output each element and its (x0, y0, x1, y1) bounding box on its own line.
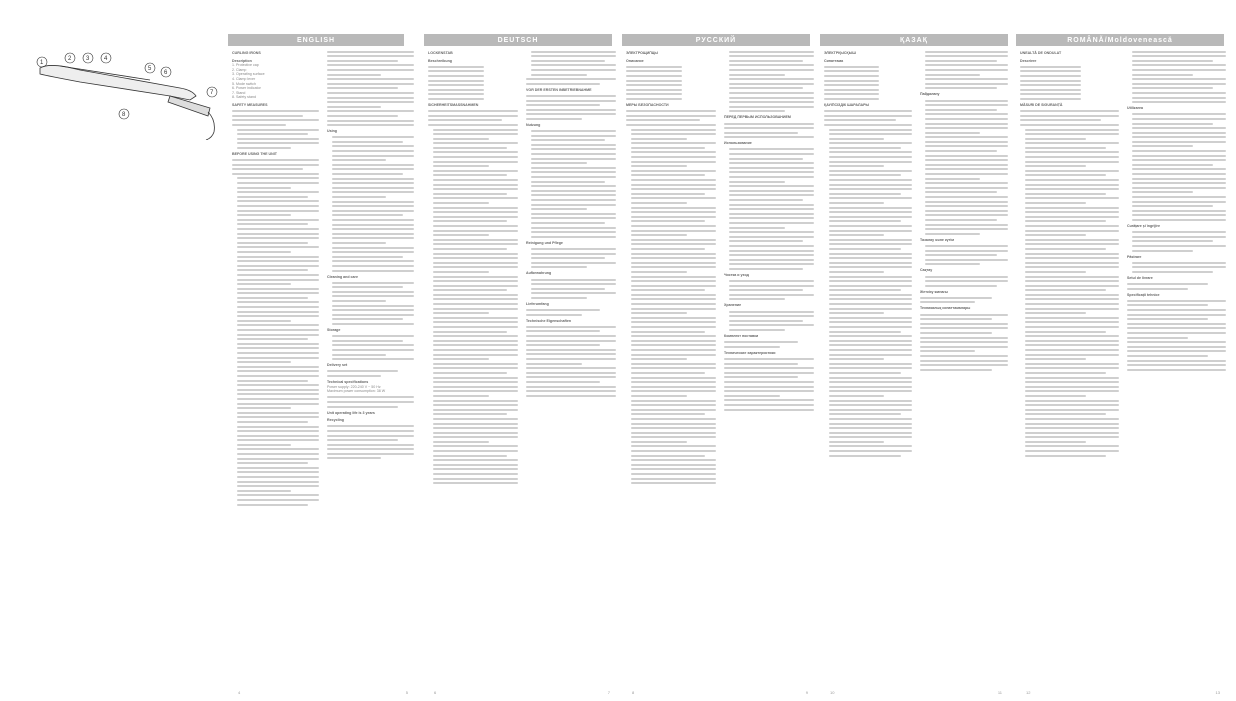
page-kazakh (820, 34, 1012, 695)
page-number-5: 5 (405, 690, 408, 695)
english-disposal-title: Recycling (327, 418, 344, 423)
russian-storage-title: Хранение (724, 303, 742, 308)
deutsch-storage-title: Aufbewahrung (526, 271, 552, 276)
header-deutsch: DEUTSCH (424, 34, 612, 46)
russian-delivery-title: Комплект поставки (724, 334, 759, 339)
romana-title: UNEALTĂ DE ONDULAT (1020, 51, 1062, 55)
english-col-2 (327, 48, 414, 683)
page-number-6: 6 (434, 690, 437, 695)
romana-description-title: Descriere (1020, 58, 1037, 63)
russian-before-title: ПЕРЕД ПЕРВЫМ ИСПОЛЬЗОВАНИЕМ (724, 115, 791, 120)
russian-safety-title: МЕРЫ БЕЗОПАСНОСТИ (626, 102, 669, 107)
english-spec-power: Power supply: 220-240 V ~ 50 Hz (327, 384, 381, 389)
deutsch-delivery-title: Lieferumfang (526, 301, 549, 306)
romana-safety-title: MĂSURI DE SIGURANȚĂ (1020, 102, 1063, 107)
header-kazakh: ҚАЗАҚ (820, 34, 1008, 46)
callout-3: 3 (86, 56, 90, 62)
english-delivery-title: Delivery set (327, 363, 348, 368)
russian-using-title: Использование (724, 141, 752, 146)
english-cleaning-title: Cleaning and care (327, 274, 358, 279)
romana-delivery-title: Setul de livrare (1127, 275, 1153, 280)
page-number-4: 4 (238, 690, 241, 695)
header-romana: ROMÂNĂ/Moldovenească (1016, 34, 1224, 46)
part-1: 1. Protective cap (232, 63, 259, 68)
kazakh-delivery-title: Жеткізу жинағы (920, 289, 948, 294)
english-spec-title: Technical specifications (327, 379, 369, 384)
callout-8: 8 (122, 112, 126, 118)
russian-cleaning-title: Чистка и уход (724, 272, 749, 277)
deutsch-using-title: Nutzung (526, 122, 541, 127)
english-safety-title: SAFETY MEASURES (232, 102, 268, 107)
english-using-title: Using (327, 129, 337, 134)
callout-6: 6 (164, 70, 168, 76)
callout-2: 2 (68, 56, 72, 62)
english-col-1 (232, 48, 319, 683)
page-number-7: 7 (607, 690, 610, 695)
kazakh-safety-title: ҚАУІПСІЗДІК ШАРАЛАРЫ (824, 102, 870, 107)
kazakh-description-title: Сипаттама (824, 58, 844, 63)
russian-col-2 (724, 48, 814, 683)
kazakh-storage-title: Сақтау (920, 268, 933, 273)
russian-description-title: Описание (626, 58, 644, 63)
english-before-title: BEFORE USING THE UNIT (232, 151, 277, 156)
russian-col-1 (626, 48, 716, 683)
kazakh-spec-title: Техникалық сипаттамалары (920, 306, 971, 311)
romana-storage-title: Păstrare (1127, 254, 1142, 259)
callout-7: 7 (210, 90, 214, 96)
deutsch-cleaning-title: Reinigung und Pflege (526, 240, 563, 245)
curling-iron-diagram (20, 40, 220, 140)
kazakh-col-1 (824, 48, 912, 683)
page-number-13: 13 (1215, 690, 1220, 695)
page-english (228, 34, 418, 695)
page-russian (622, 34, 818, 695)
deutsch-safety-title: SICHERHEITSMASSNAHMEN (428, 102, 479, 107)
part-2: 2. Clamp (232, 67, 247, 72)
deutsch-spec-title: Technische Eigenschaften (526, 318, 572, 323)
deutsch-col-1 (428, 48, 518, 683)
romana-col-1 (1020, 48, 1119, 683)
page-number-9: 9 (805, 690, 808, 695)
deutsch-before-title: VOR DER ERSTEN INBETRIEBNAHME (526, 87, 592, 92)
english-spec-consumption: Maximum power consumption: 38 W (327, 389, 386, 394)
part-5: 5. Mode switch (232, 81, 256, 86)
russian-title: ЭЛЕКТРОЩИПЦЫ (626, 51, 658, 55)
page-number-12: 12 (1026, 690, 1031, 695)
romana-spec-title: Specificații tehnice (1127, 292, 1160, 297)
callout-1: 1 (40, 60, 44, 66)
part-8: 8. Safety stand (232, 95, 256, 100)
deutsch-description-title: Beschreibung (428, 58, 452, 63)
callout-4: 4 (104, 56, 108, 62)
russian-spec-title: Технические характеристики (724, 350, 776, 355)
part-3: 3. Operating surface (232, 72, 265, 77)
romana-using-title: Utilizarea (1127, 106, 1143, 111)
callout-5: 5 (148, 66, 152, 72)
page-deutsch (424, 34, 620, 695)
deutsch-title: LOCKENSTAB (428, 51, 453, 55)
part-6: 6. Power indicator (232, 86, 261, 91)
deutsch-col-2 (526, 48, 616, 683)
part-7: 7. Stand (232, 90, 246, 95)
kazakh-col-2 (920, 48, 1008, 683)
romana-col-2 (1127, 48, 1226, 683)
kazakh-cleaning-title: Тазалау және күтім (920, 237, 955, 242)
header-english: ENGLISH (228, 34, 404, 46)
page-romana (1016, 34, 1230, 695)
part-4: 4. Clamp lever (232, 76, 256, 81)
english-description-title: Description (232, 58, 252, 63)
english-title: CURLING IRONS (232, 51, 261, 55)
kazakh-title: ЭЛЕКТРҚЫСҚЫШ (824, 51, 856, 55)
english-storage-title: Storage (327, 328, 341, 333)
kazakh-using-title: Пайдалану (920, 92, 940, 97)
page-number-8: 8 (632, 690, 635, 695)
romana-cleaning-title: Curățare și îngrijire (1127, 223, 1160, 228)
page-number-10: 10 (830, 690, 835, 695)
header-russian: РУССКИЙ (622, 34, 810, 46)
english-warranty-title: Unit operating life is 3 years (327, 410, 375, 415)
page-number-11: 11 (997, 690, 1002, 695)
